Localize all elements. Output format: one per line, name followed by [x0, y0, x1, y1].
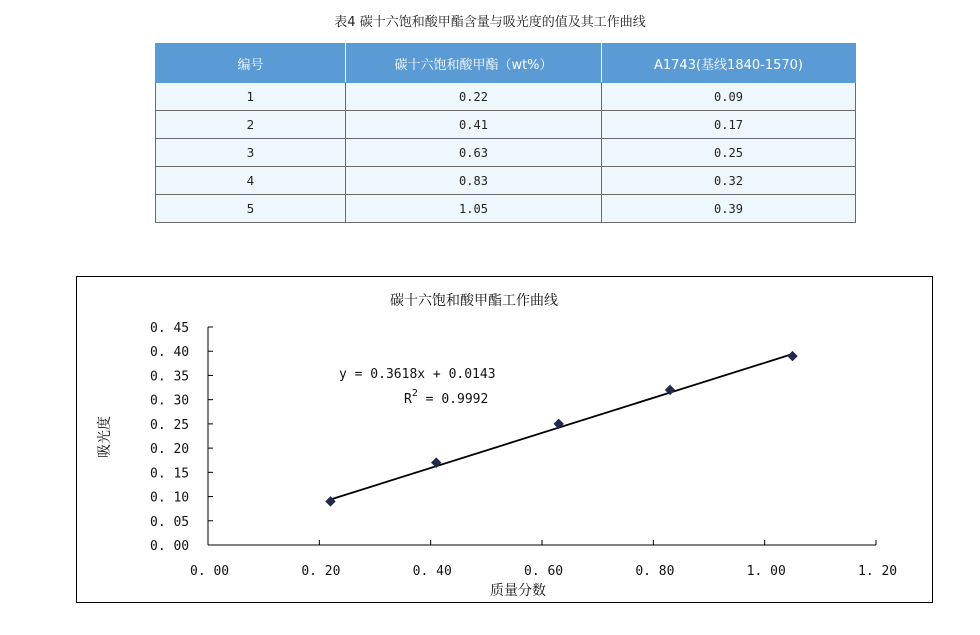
x-tick-label: 0. 00 — [190, 564, 230, 579]
table-cell-absorbance: 0.09 — [602, 83, 856, 111]
chart-container — [76, 276, 933, 603]
y-tick-label: 0. 05 — [150, 514, 190, 530]
r-squared-superscript: 2 — [411, 388, 418, 399]
table-row — [156, 139, 856, 167]
y-tick-label: 0. 00 — [150, 539, 190, 554]
data-table — [155, 43, 856, 223]
y-axis — [150, 321, 213, 554]
y-tick-label: 0. 30 — [150, 393, 190, 409]
y-tick-label: 0. 40 — [150, 345, 190, 361]
table-cell-index: 2 — [156, 111, 346, 139]
y-axis-label: 吸光度 — [97, 416, 113, 458]
table-cell-index: 1 — [156, 83, 346, 111]
x-tick-label: 1. 00 — [746, 564, 786, 579]
table-cell-index: 5 — [156, 195, 346, 223]
y-tick-label: 0. 20 — [150, 442, 190, 458]
table-cell-content: 0.83 — [346, 167, 602, 195]
table-header-row — [156, 44, 856, 83]
table-row — [156, 111, 856, 139]
table-cell-content: 0.41 — [346, 111, 602, 139]
r-squared-label — [404, 388, 488, 407]
table-cell-absorbance: 0.17 — [602, 111, 856, 139]
x-tick-label: 0. 80 — [635, 564, 675, 579]
y-tick-label: 0. 35 — [150, 369, 190, 385]
chart-title: 碳十六饱和酸甲酯工作曲线 — [390, 293, 558, 309]
y-tick-label: 0. 45 — [150, 321, 190, 336]
table-row — [156, 83, 856, 111]
data-point — [788, 352, 797, 361]
r-squared-symbol: R — [404, 392, 412, 407]
column-header-absorbance: A1743(基线1840-1570) — [602, 44, 856, 83]
table-title: 表4 碳十六饱和酸甲酯含量与吸光度的值及其工作曲线 — [334, 15, 646, 30]
chart-svg — [77, 277, 932, 602]
x-axis-label: 质量分数 — [490, 583, 546, 599]
r-squared-value: = 0.9992 — [417, 392, 489, 407]
table-row — [156, 167, 856, 195]
column-header-index: 编号 — [156, 44, 346, 83]
table-cell-index: 3 — [156, 139, 346, 167]
table-cell-content: 0.63 — [346, 139, 602, 167]
x-tick-label: 0. 20 — [301, 564, 341, 579]
x-tick-label: 0. 40 — [412, 564, 452, 579]
x-tick-label: 0. 60 — [524, 564, 564, 579]
y-tick-label: 0. 15 — [150, 466, 190, 482]
table-cell-index: 4 — [156, 167, 346, 195]
table-cell-absorbance: 0.39 — [602, 195, 856, 223]
y-tick-label: 0. 10 — [150, 490, 190, 506]
table-cell-content: 0.22 — [346, 83, 602, 111]
table-row — [156, 195, 856, 223]
table-cell-content: 1.05 — [346, 195, 602, 223]
table-cell-absorbance: 0.32 — [602, 167, 856, 195]
x-tick-label: 1. 20 — [858, 564, 898, 579]
table-cell-absorbance: 0.25 — [602, 139, 856, 167]
trendline-equation: y = 0.3618x + 0.0143 — [339, 367, 496, 382]
y-tick-label: 0. 25 — [150, 417, 190, 433]
column-header-content: 碳十六饱和酸甲酯（wt%） — [346, 44, 602, 83]
x-axis — [190, 540, 897, 579]
